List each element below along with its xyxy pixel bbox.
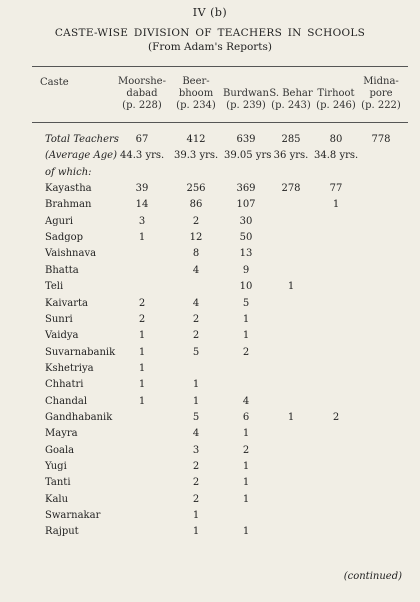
table-cell: 44.3 yrs. [120,150,165,162]
table-row [0,314,420,330]
table-row [0,494,420,510]
row-label: (Average Age) [45,150,117,162]
row-label: Suvarnabanik [45,346,116,358]
row-label: Teli [45,281,64,293]
table-cell: 1 [332,199,340,211]
row-label: Kshetriya [45,362,94,374]
table-cell: 2 [192,313,200,325]
table-cell: 2 [192,215,200,227]
table-cell: 50 [239,232,253,244]
row-label: Rajput [45,526,79,538]
row-label: Vaishnava [45,248,97,260]
table-cell: 4 [192,428,200,440]
table-cell: 1 [192,395,200,407]
table-cell: 1 [242,493,250,505]
table-cell: 39 [135,183,149,195]
table-cell: 8 [192,248,200,260]
row-label: Sadgop [45,232,84,244]
table-cell: 14 [135,199,149,211]
table-cell: 1 [138,395,146,407]
table-row [0,412,420,428]
table-row [0,150,420,166]
table-cell: 107 [236,199,256,211]
table-cell: 1 [242,313,250,325]
table-cell: 4 [192,297,200,309]
table-cell: 9 [242,264,250,276]
table-row [0,216,420,232]
table-cell: 1 [192,379,200,391]
table-row [0,265,420,281]
table-cell: 1 [287,411,295,423]
table-row [0,347,420,363]
table-cell: 369 [236,183,256,195]
table-cell: 2 [332,411,340,423]
table-cell: 12 [189,232,203,244]
table-cell: 1 [138,232,146,244]
table-cell: 778 [371,134,391,145]
table-cell: 34.8 yrs. [314,150,359,162]
row-label: Gandhabanik [45,411,113,423]
table-cell: 80 [329,134,343,145]
table-row [0,526,420,542]
table-cell: 5 [192,411,200,423]
row-label: Sunri [45,313,73,325]
column-header: Tirhoot (p. 246) [316,88,356,111]
table-cell: 2 [138,313,146,325]
row-label: Goala [45,444,75,456]
column-header: Midna- pore (p. 222) [361,76,401,111]
row-label: Total Teachers [45,134,119,145]
table-cell: 1 [242,428,250,440]
table-cell: 86 [189,199,203,211]
column-header: Beer- bhoom (p. 234) [176,76,216,111]
table-row [0,183,420,199]
row-label: Yugi [45,461,67,472]
table-cell: 1 [287,281,295,293]
table-cell: 3 [138,215,146,227]
table-cell: 2 [192,461,200,472]
table-cell: 5 [242,297,250,309]
table-row [0,379,420,395]
table-cell: 1 [138,346,146,358]
table-cell: 285 [281,134,301,145]
table-row [0,281,420,297]
table-row [0,445,420,461]
table-row [0,134,420,150]
table-cell: 1 [192,510,200,522]
table-cell: 1 [242,461,250,472]
row-label: Vaidya [45,330,79,342]
column-header: Moorshe- dabad (p. 228) [118,76,166,111]
table-row [0,363,420,379]
table-row [0,330,420,346]
table-subtitle: (From Adam's Reports) [147,41,273,53]
row-label: Aguri [45,215,74,227]
table-cell: 1 [242,477,250,489]
table-cell: 639 [236,134,256,145]
table-row [0,232,420,248]
table-cell: 256 [186,183,206,195]
row-label: Bhatta [45,264,79,276]
table-cell: 1 [138,379,146,391]
table-row [0,510,420,526]
table-cell: 10 [239,281,253,293]
table-cell: 36 yrs. [273,150,309,162]
table-cell: 4 [192,264,200,276]
table-cell: 77 [329,183,343,195]
table-cell: 4 [242,395,250,407]
table-cell: 2 [138,297,146,309]
continued-note: (continued) [343,571,402,582]
row-label: Tanti [45,477,71,489]
table-cell: 13 [239,248,253,260]
row-label: of which: [45,166,92,178]
table-title: CASTE-WISE DIVISION OF TEACHERS IN SCHOOLS [54,27,366,39]
column-header: S. Behar (p. 243) [269,88,313,111]
table-cell: 30 [239,215,253,227]
page-number: IV (b) [192,6,228,19]
table-row [0,248,420,264]
table-row [0,199,420,215]
header-top-rule [32,66,408,67]
table-cell: 412 [186,134,206,145]
table-cell: 278 [281,183,301,195]
table-cell: 2 [192,493,200,505]
table-cell: 1 [192,526,200,538]
row-label: Kalu [45,493,69,505]
table-row [0,461,420,477]
table-cell: 2 [242,346,250,358]
table-cell: 1 [138,330,146,342]
row-label: Mayra [45,428,78,440]
table-row [0,428,420,444]
table-cell: 2 [192,477,200,489]
table-cell: 1 [138,362,146,374]
table-cell: 1 [242,526,250,538]
header-bottom-rule [32,122,408,123]
table-cell: 2 [242,444,250,456]
table-cell: 2 [192,330,200,342]
table-cell: 3 [192,444,200,456]
table-cell: 1 [242,330,250,342]
table-cell: 39.3 yrs. [174,150,219,162]
table-row [0,477,420,493]
table-cell: 39.05 yrs [224,150,272,162]
row-label: Brahman [45,199,92,211]
row-label: Kaivarta [45,297,89,309]
row-label: Swarnakar [45,510,101,522]
table-cell: 6 [242,411,250,423]
row-label: Chhatri [45,379,84,391]
table-cell: 67 [135,134,149,145]
column-header: Burdwan (p. 239) [223,88,269,111]
caste-column-header: Caste [40,77,69,88]
table-row [0,396,420,412]
row-label: Chandal [45,395,88,407]
table-cell: 5 [192,346,200,358]
table-row [0,167,420,183]
row-label: Kayastha [45,183,92,195]
table-row [0,298,420,314]
